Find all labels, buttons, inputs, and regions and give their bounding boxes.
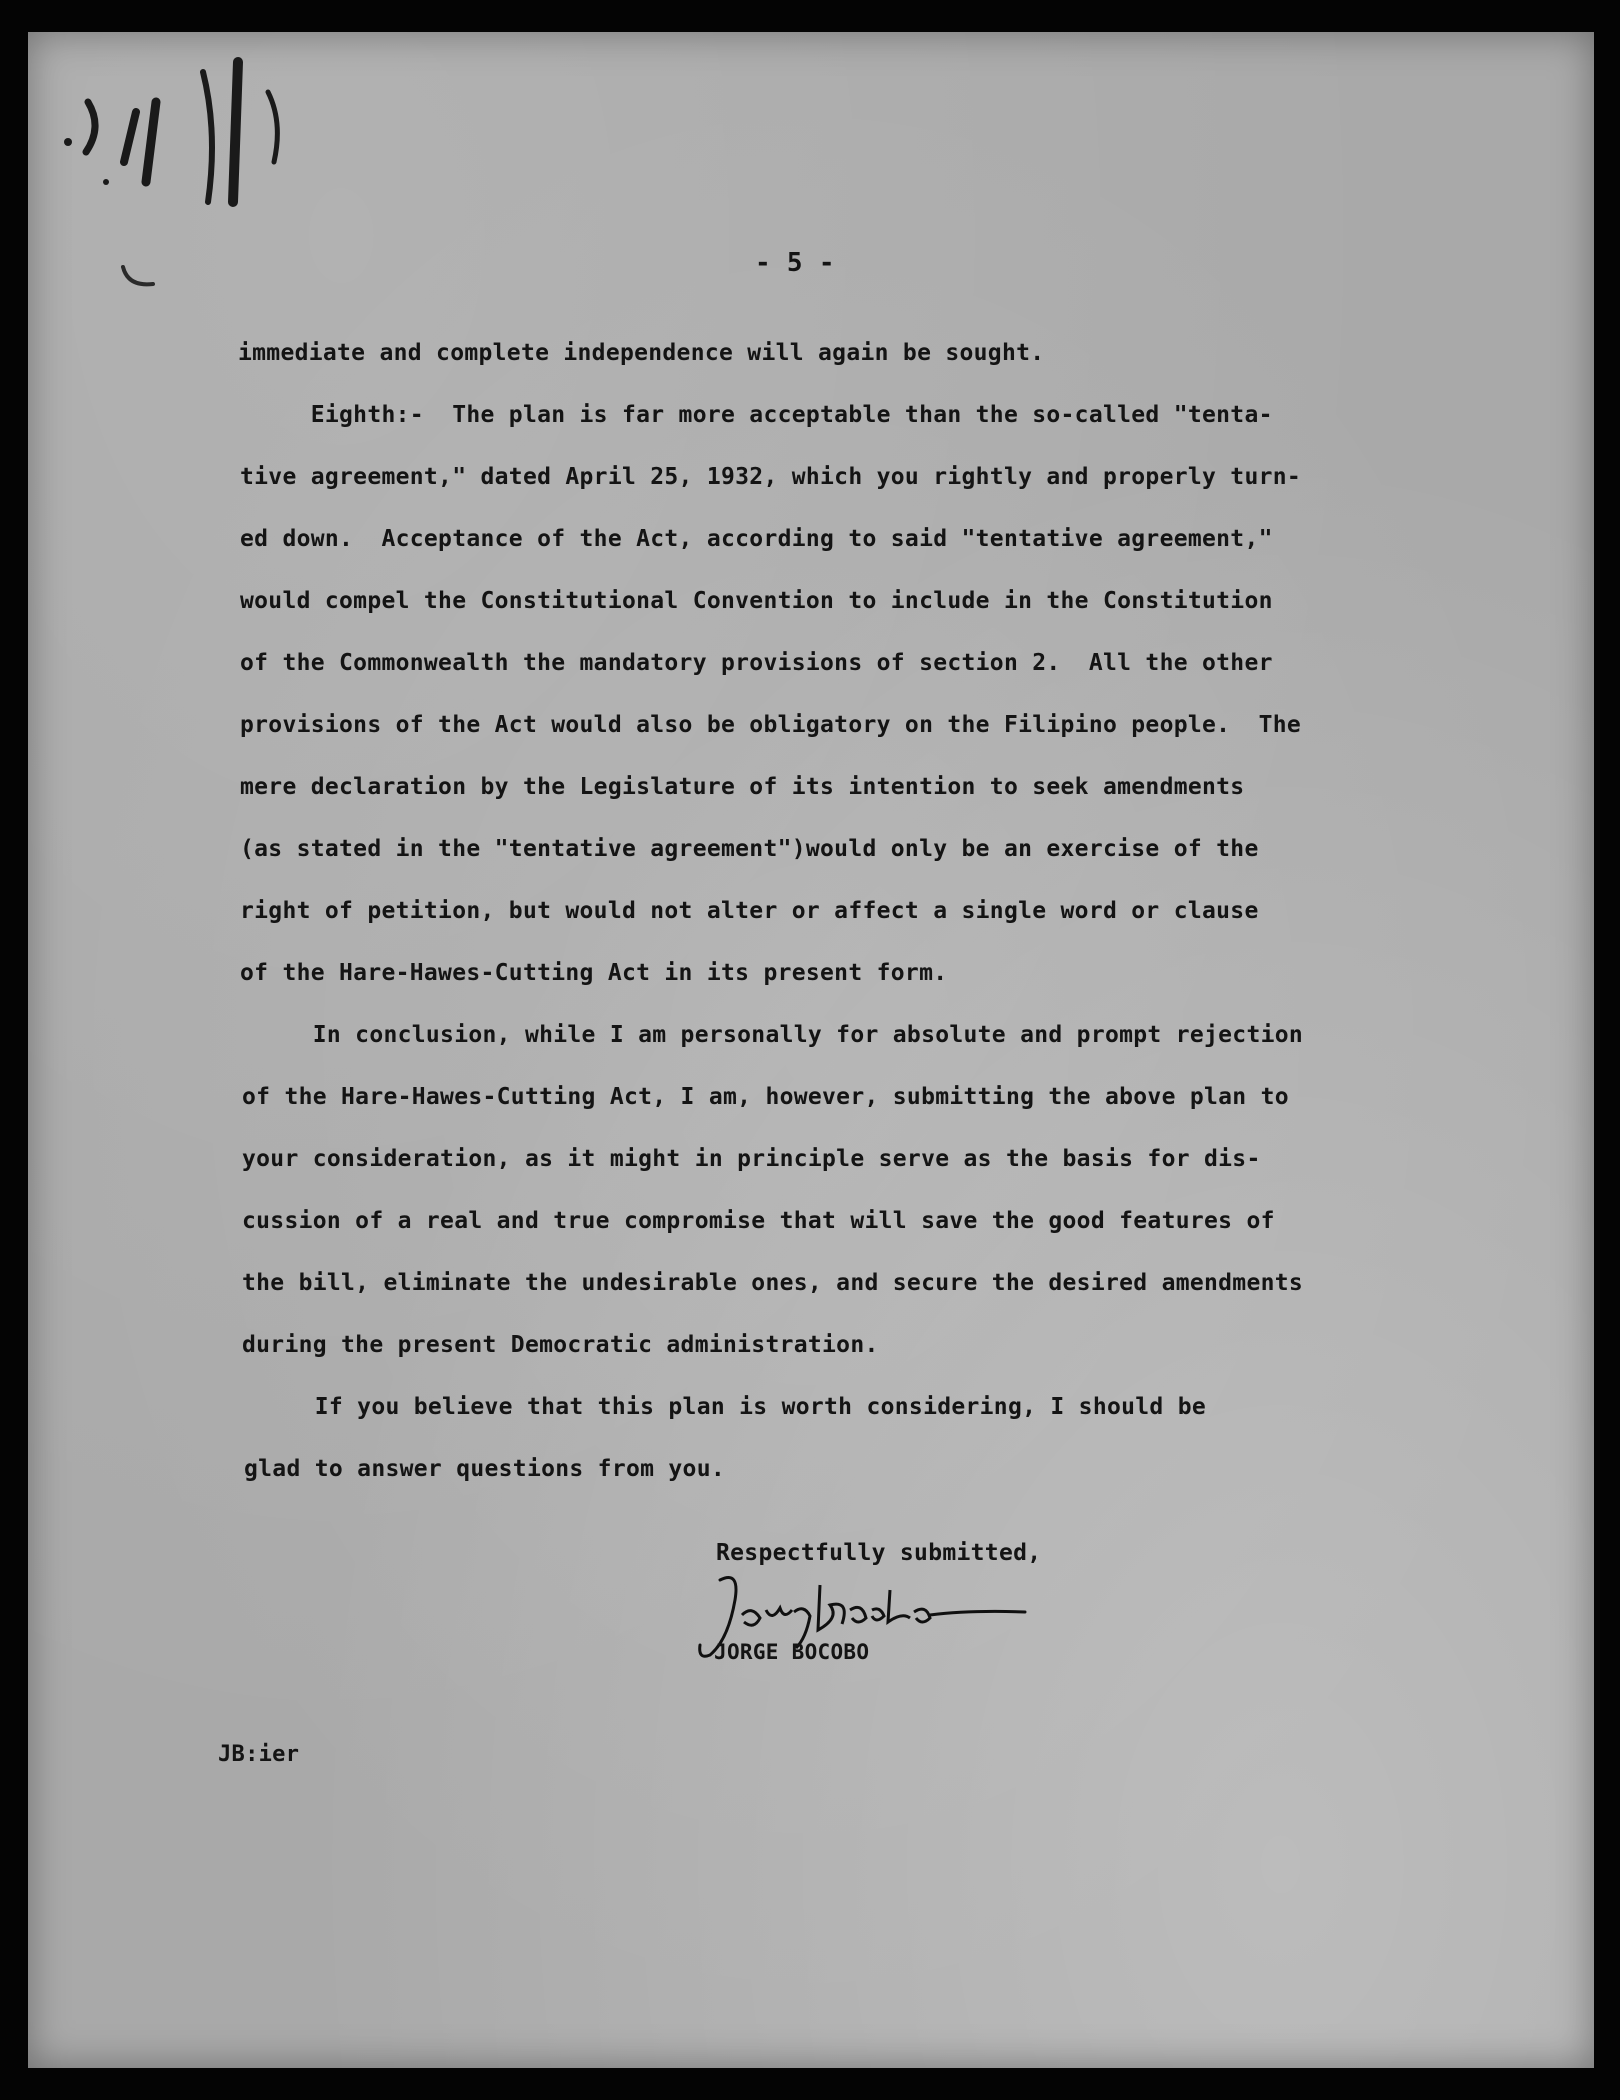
text-line: the bill, eliminate the undesirable ones, and secure the desired amendments — [242, 1270, 1304, 1296]
reference-initials: JB:ier — [218, 1742, 300, 1767]
closing-salutation: Respectfully submitted, — [716, 1540, 1042, 1566]
text-line: In conclusion, while I am personally for absolute and prompt rejection — [242, 1022, 1304, 1048]
text-line: immediate and complete independence will again be sought. — [238, 340, 1045, 366]
text-line: tive agreement," dated April 25, 1932, which you rightly and properly turn- — [240, 464, 1302, 490]
text-line: glad to answer questions from you. — [244, 1456, 726, 1482]
page-number: - 5 - — [755, 248, 835, 278]
text-line: right of petition, but would not alter or affect a single word or clause — [240, 898, 1259, 924]
text-line: Eighth:- The plan is far more acceptable than the so-called "tenta- — [240, 402, 1273, 428]
text-line: ed down. Acceptance of the Act, according to said "tentative agreement," — [240, 526, 1273, 552]
text-line: of the Commonwealth the mandatory provisions of section 2. All the other — [240, 650, 1273, 676]
text-line: your consideration, as it might in principle serve as the basis for dis- — [242, 1146, 1261, 1172]
text-line: provisions of the Act would also be obligatory on the Filipino people. The — [240, 712, 1302, 738]
text-line: during the present Democratic administration. — [242, 1332, 879, 1358]
text-line: of the Hare-Hawes-Cutting Act, I am, however, submitting the above plan to — [242, 1084, 1289, 1110]
text-line: would compel the Constitutional Convention to include in the Constitution — [240, 588, 1273, 614]
typed-signatory-name: JORGE BOCOBO — [714, 1640, 870, 1664]
text-line: of the Hare-Hawes-Cutting Act in its present form. — [240, 960, 948, 986]
text-line: cussion of a real and true compromise that will save the good features of — [242, 1208, 1275, 1234]
text-line: If you believe that this plan is worth considering, I should be — [244, 1394, 1207, 1420]
text-line: mere declaration by the Legislature of its intention to seek amendments — [240, 774, 1245, 800]
text-line: (as stated in the "tentative agreement")would only be an exercise of the — [240, 836, 1259, 862]
